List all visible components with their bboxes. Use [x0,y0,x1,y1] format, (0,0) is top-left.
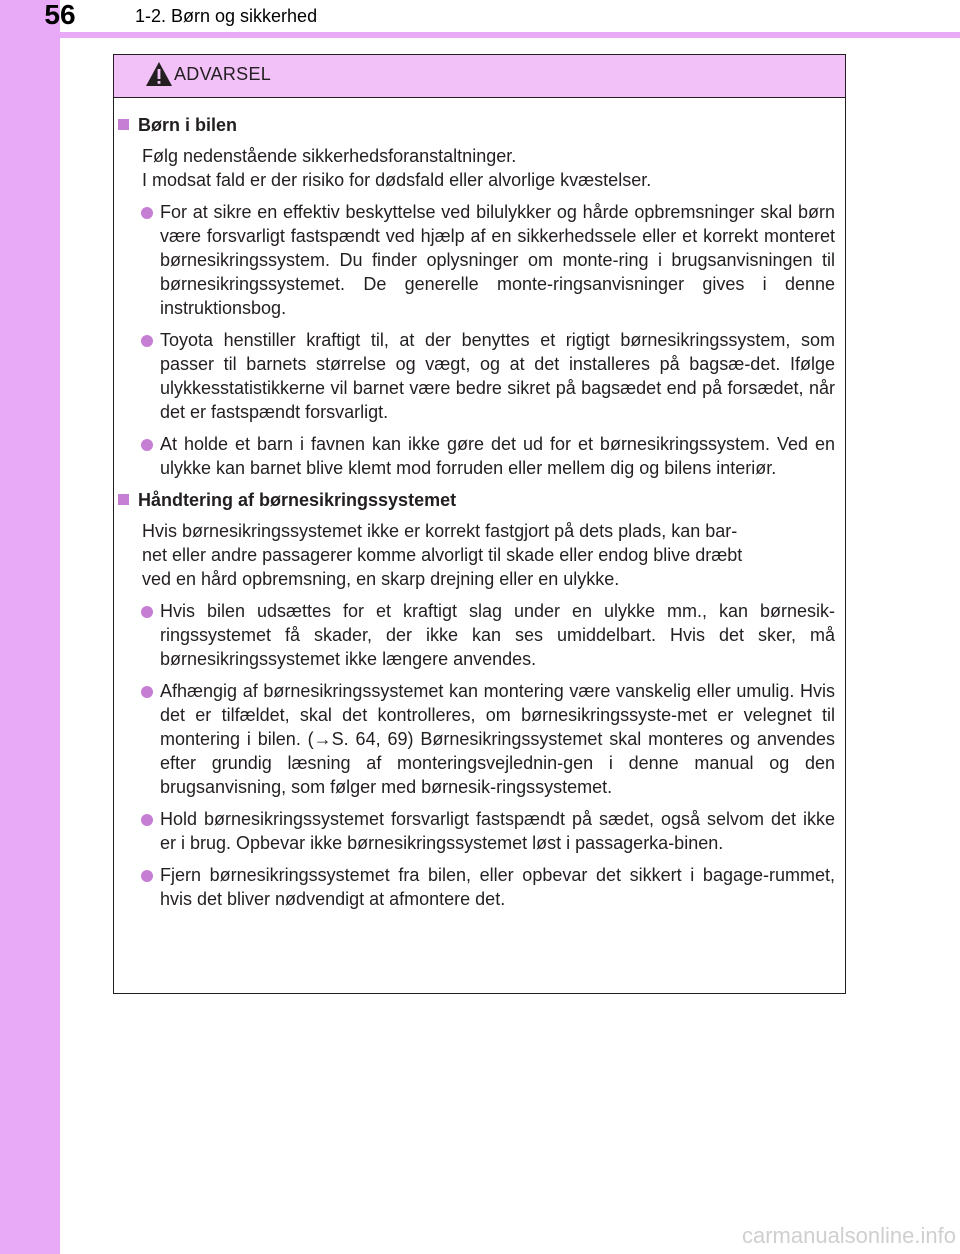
round-bullet-icon [141,814,153,826]
list-item-text: For at sikre en effektiv beskyttelse ved bilulykker og hårde opbremsninger skal børn være forsvarligt fastspændt ved hjælp af en sikkerhedssele eller et korrekt monteret børnesikringssystem. Du finder oplysninger om monte-ring i brugsanvisningen til børnesikringssystemet. De generelle monte-ringsanvisninger gives i denne instruktionsbog. [160,202,835,318]
intro-line: Følg nedenstående sikkerhedsforanstaltninger. [142,146,517,166]
list-item-text: Hvis bilen udsættes for et kraftigt slag under en ulykke mm., kan børnesik-ringssystemet få skader, der ikke kan ses umiddelbart. Hvis det sker, må børnesikringssystemet ikke længere anvendes. [160,601,835,669]
page-number: 56 [44,0,76,30]
list-item-text: Toyota henstiller kraftigt til, at der benyttes et rigtigt børnesikringssystem, som passer til barnets størrelse og vægt, og at det installeres på bagsæ-det. Ifølge ulykkesstatistikkerne vil barnet være bedre sikret på bagsædet end på forsædet, når det er fastspændt forsvarligt. [160,330,835,422]
list-item [114,599,835,671]
list-item-text: Fjern børnesikringssystemet fra bilen, eller opbevar det sikkert i bagage-rummet, hvis det bliver nødvendigt at afmontere det. [160,865,835,909]
warning-header [114,55,845,98]
section-intro [114,144,835,192]
square-bullet-icon [118,119,129,130]
warning-label: ADVARSEL [174,64,272,84]
list-item [114,432,835,480]
round-bullet-icon [141,207,153,219]
round-bullet-icon [141,870,153,882]
intro-line: Hvis børnesikringssystemet ikke er korrekt fastgjort på dets plads, kan bar- [142,521,738,541]
list-item [114,200,835,320]
section-heading [114,113,835,137]
list-item [114,679,835,799]
round-bullet-icon [141,335,153,347]
list-item [114,807,835,855]
round-bullet-icon [141,686,153,698]
round-bullet-icon [141,606,153,618]
page-sidebar-tab [0,0,60,1254]
intro-line: I modsat fald er der risiko for dødsfald eller alvorlige kvæstelser. [142,170,652,190]
list-item [114,863,835,911]
section-heading [114,488,835,512]
watermark: carmanualsonline.info [741,1223,956,1248]
intro-line: ved en hård opbremsning, en skarp drejning eller en ulykke. [142,569,620,589]
list-item-text: Afhængig af børnesikringssystemet kan montering være vanskelig eller umulig. Hvis det er tilfældet, skal det kontrolleres, om børnesikringssyste-met er velegnet til montering i bilen. (→S. 64, 69) Børnesikringssystemet skal monteres og anvendes efter grundig læsning af monteringsvejlednin-gen i denne manual og den brugsanvisning, som følger med børnesik-ringssystemet. [160,681,835,797]
warning-content [114,98,845,911]
list-item-text: At holde et barn i favnen kan ikke gøre det ud for et børnesikringssystem. Ved en ulykke kan barnet blive klemt mod forruden eller mellem dig og bilens interiør. [160,434,835,478]
warning-box [113,54,846,994]
square-bullet-icon [118,494,129,505]
section-heading-text: Håndtering af børnesikringssystemet [138,490,457,510]
section-heading-text: Børn i bilen [138,115,237,135]
header-rule [60,32,960,38]
warning-triangle-icon [145,61,173,87]
list-item-text: Hold børnesikringssystemet forsvarligt fastspændt på sædet, også selvom det ikke er i brug. Opbevar ikke børnesikringssystemet løst i passagerka-binen. [160,809,835,853]
intro-line: net eller andre passagerer komme alvorligt til skade eller endog blive dræbt [142,545,743,565]
section-intro [114,519,835,591]
round-bullet-icon [141,439,153,451]
section-title: 1-2. Børn og sikkerhed [135,6,318,26]
list-item [114,328,835,424]
